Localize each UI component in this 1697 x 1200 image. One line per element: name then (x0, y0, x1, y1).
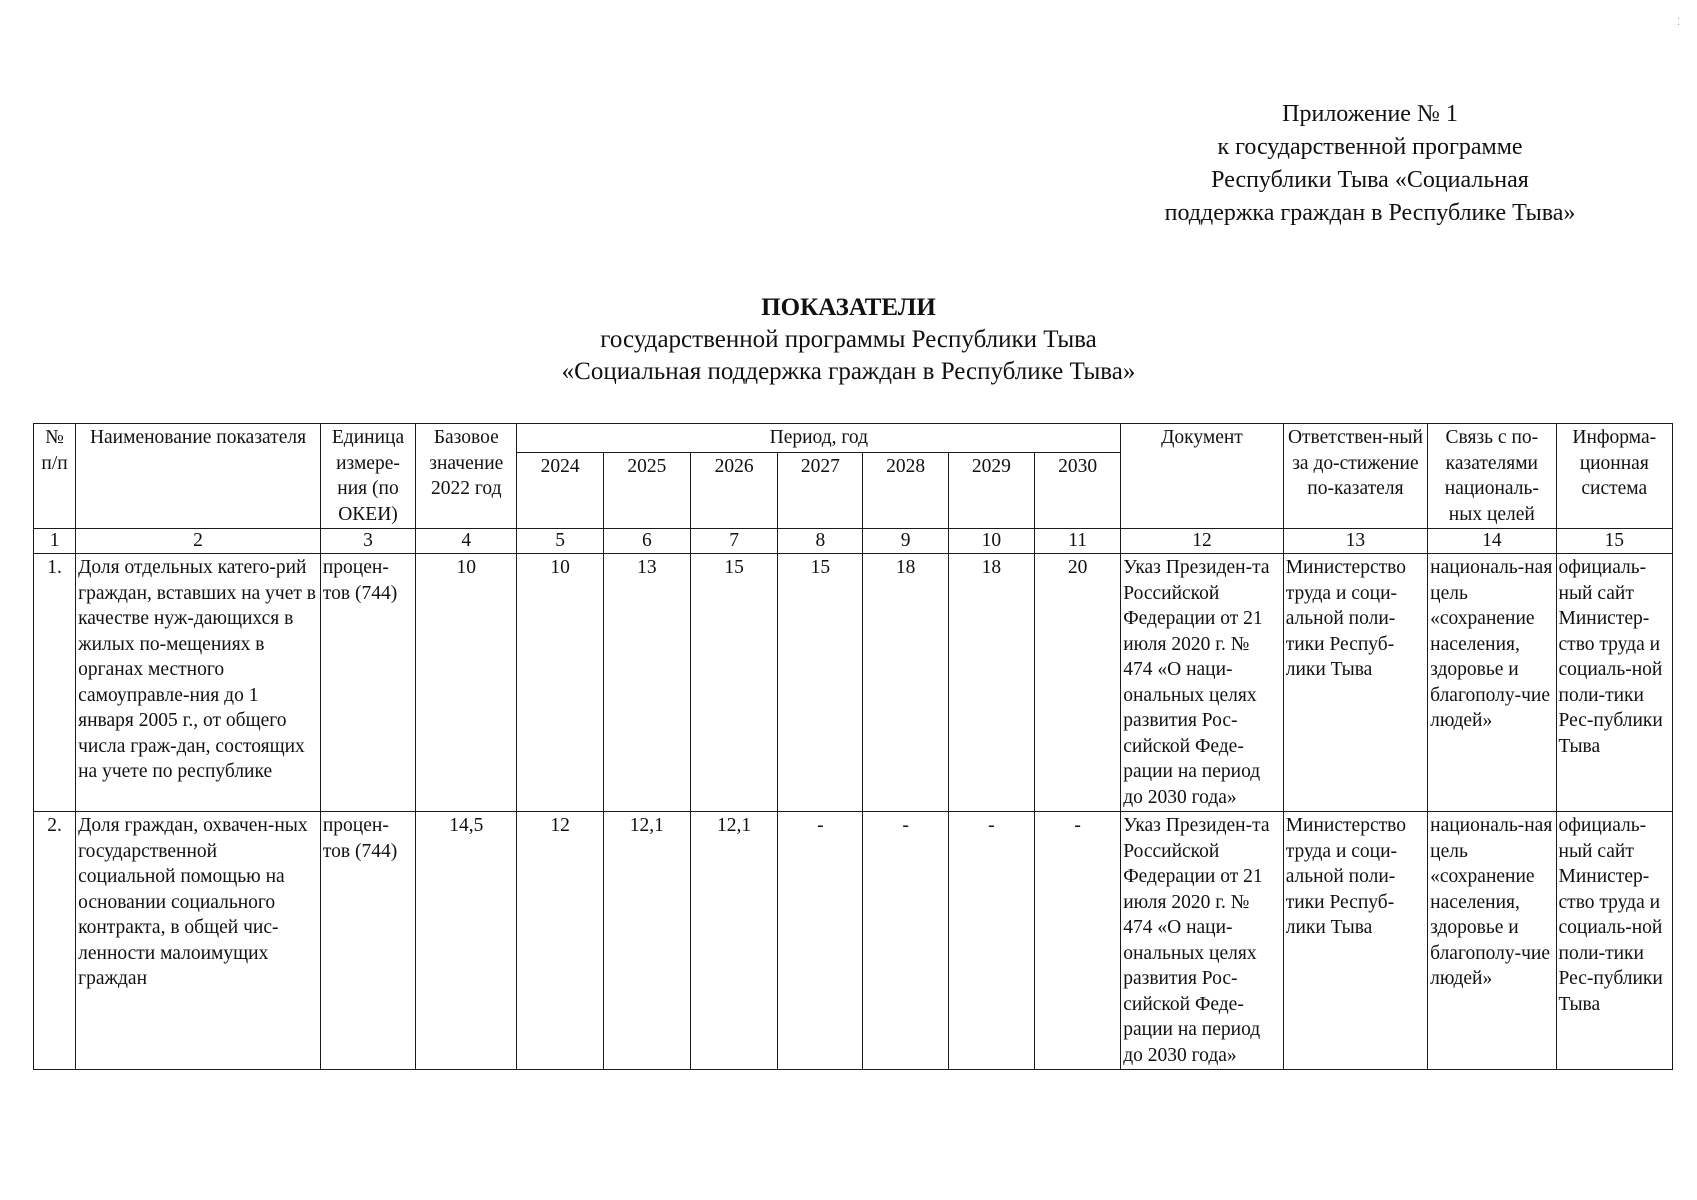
indicator-value: 12,1 (603, 812, 690, 1070)
indicator-document: Указ Президен-та Российской Федерации от 21 июля 2020 г. № 474 «О наци-ональных целях развития Рос-сийской Феде-рации на период до 2030 года» (1121, 812, 1283, 1070)
column-number: 9 (863, 529, 948, 554)
indicator-value: - (1034, 812, 1120, 1070)
appendix-line: поддержка граждан в Республике Тыва» (1164, 200, 1576, 226)
header-link: Связь с по-казателями националь-ных целей (1428, 424, 1556, 529)
table-row (34, 812, 1673, 1070)
indicator-value: 18 (948, 554, 1034, 812)
column-number: 4 (416, 529, 517, 554)
indicator-value: 12 (517, 812, 603, 1070)
indicator-link: националь-ная цель «сохранение населения, здоровье и благополу-чие людей» (1428, 554, 1556, 812)
indicator-value: 13 (603, 554, 690, 812)
header-name: Наименование показателя (76, 424, 321, 529)
indicator-responsible: Министерство труда и соци-альной поли-тики Респуб-лики Тыва (1283, 812, 1427, 1070)
indicator-unit: процен-тов (744) (320, 812, 415, 1070)
appendix-line: Приложение № 1 (1282, 101, 1458, 127)
header-base: Базовое значение 2022 год (416, 424, 517, 529)
header-year: 2027 (778, 453, 863, 529)
column-number: 7 (690, 529, 777, 554)
column-number: 1 (34, 529, 76, 554)
indicator-value: 12,1 (690, 812, 777, 1070)
appendix-note (1110, 98, 1630, 230)
column-number: 12 (1121, 529, 1283, 554)
indicator-link: националь-ная цель «сохранение населения, здоровье и благополу-чие людей» (1428, 812, 1556, 1070)
indicator-value: 18 (863, 554, 948, 812)
header-num: № п/п (34, 424, 76, 529)
header-document: Документ (1121, 424, 1283, 529)
indicator-base: 14,5 (416, 812, 517, 1070)
header-year: 2028 (863, 453, 948, 529)
row-number: 1. (34, 554, 76, 812)
indicator-value: 10 (517, 554, 603, 812)
indicator-document: Указ Президен-та Российской Федерации от 21 июля 2020 г. № 474 «О наци-ональных целях развития Рос-сийской Феде-рации на период до 2030 года» (1121, 554, 1283, 812)
column-number: 6 (603, 529, 690, 554)
appendix-line: к государственной программе (1217, 134, 1523, 160)
title-sub: «Социальная поддержка граждан в Республике Тыва» (561, 358, 1136, 385)
title-main: ПОКАЗАТЕЛИ (761, 294, 936, 321)
column-number: 5 (517, 529, 603, 554)
column-number: 15 (1556, 529, 1672, 554)
header-year: 2026 (690, 453, 777, 529)
indicator-info: официаль-ный сайт Министер-ство труда и социаль-ной поли-тики Рес-публики Тыва (1556, 554, 1672, 812)
indicator-value: 15 (690, 554, 777, 812)
table-row (34, 554, 1673, 812)
indicator-unit: процен-тов (744) (320, 554, 415, 812)
title-sub: государственной программы Республики Тыва (600, 326, 1097, 353)
indicator-value: 15 (778, 554, 863, 812)
header-year: 2029 (948, 453, 1034, 529)
appendix-line: Республики Тыва «Социальная (1211, 167, 1529, 193)
indicator-value: - (948, 812, 1034, 1070)
header-year: 2030 (1034, 453, 1120, 529)
column-number: 10 (948, 529, 1034, 554)
header-unit: Единица измере-ния (по ОКЕИ) (320, 424, 415, 529)
column-number: 13 (1283, 529, 1427, 554)
indicator-name: Доля граждан, охвачен-ных государственной социальной помощью на основании социального контракта, в общей чис-ленности малоимущих граждан (76, 812, 321, 1070)
column-number: 2 (76, 529, 321, 554)
column-number: 8 (778, 529, 863, 554)
column-number: 14 (1428, 529, 1556, 554)
indicator-base: 10 (416, 554, 517, 812)
header-responsible: Ответствен-ный за до-стижение по-казателя (1283, 424, 1427, 529)
row-number: 2. (34, 812, 76, 1070)
indicator-name: Доля отдельных катего-рий граждан, вставших на учет в качестве нуж-дающихся в жилых по-мещениях в органах местного самоуправле-ния до 1 января 2005 г., от общего числа граж-дан, состоящих на учете по республике (76, 554, 321, 812)
column-number: 3 (320, 529, 415, 554)
document-title (0, 292, 1697, 388)
header-info: Информа-ционная система (1556, 424, 1672, 529)
indicator-responsible: Министерство труда и соци-альной поли-тики Респуб-лики Тыва (1283, 554, 1427, 812)
indicator-value: - (863, 812, 948, 1070)
indicators-table (33, 423, 1673, 1070)
indicator-info: официаль-ный сайт Министер-ство труда и социаль-ной поли-тики Рес-публики Тыва (1556, 812, 1672, 1070)
header-year: 2024 (517, 453, 603, 529)
column-number: 11 (1034, 529, 1120, 554)
indicator-value: 20 (1034, 554, 1120, 812)
header-row (34, 424, 1673, 453)
scan-artifact: ⁚ (1677, 17, 1681, 28)
indicator-value: - (778, 812, 863, 1070)
header-year: 2025 (603, 453, 690, 529)
header-period: Период, год (517, 424, 1121, 453)
column-numbers-row (34, 529, 1673, 554)
